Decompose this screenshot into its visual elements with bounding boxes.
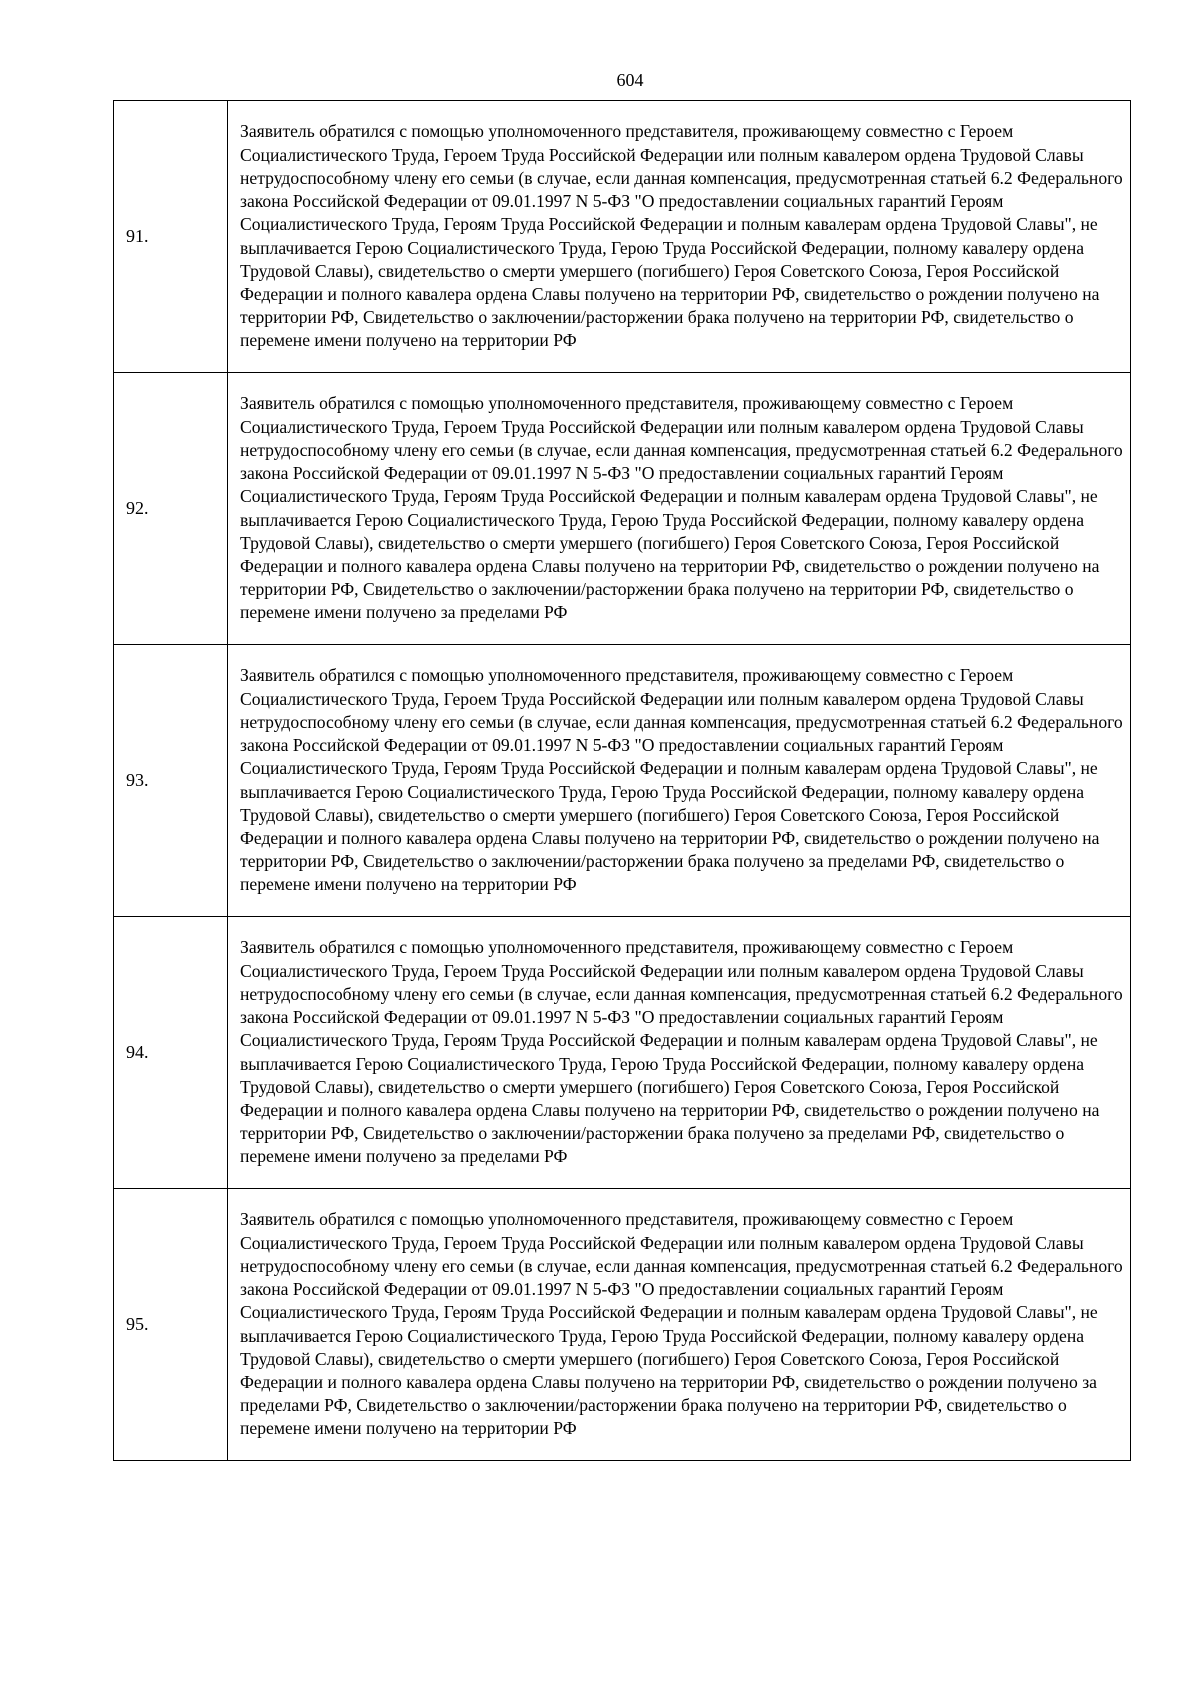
row-text: Заявитель обратился с помощью уполномоченного представителя, проживающему совместно с Героем Социалистического Труда, Героем Труда Российской Федерации или полным кавалером ордена Трудовой Славы нетрудоспособному члену его семьи (в случае, если данная компенсация, предусмотренная статьей 6.2 Федерального закона Российской Федерации от 09.01.1997 N 5-ФЗ "О предоставлении социальных гарантий Героям Социалистического Труда, Героям Труда Российской Федерации и полным кавалерам ордена Трудовой Славы", не выплачивается Герою Социалистического Труда, Герою Труда Российской Федерации, полному кавалеру ордена Трудовой Славы), свидетельство о смерти умершего (погибшего) Героя Советского Союза, Героя Российской Федерации и полного кавалера ордена Славы получено на территории РФ, свидетельство о рождении получено на территории РФ, Свидетельство о заключении/расторжении брака получено на территории РФ, свидетельство о перемене имени получено за пределами РФ [228,373,1131,645]
table-row [114,101,1131,373]
row-number: 92. [114,373,228,645]
row-text: Заявитель обратился с помощью уполномоченного представителя, проживающему совместно с Героем Социалистического Труда, Героем Труда Российской Федерации или полным кавалером ордена Трудовой Славы нетрудоспособному члену его семьи (в случае, если данная компенсация, предусмотренная статьей 6.2 Федерального закона Российской Федерации от 09.01.1997 N 5-ФЗ "О предоставлении социальных гарантий Героям Социалистического Труда, Героям Труда Российской Федерации и полным кавалерам ордена Трудовой Славы", не выплачивается Герою Социалистического Труда, Герою Труда Российской Федерации, полному кавалеру ордена Трудовой Славы), свидетельство о смерти умершего (погибшего) Героя Советского Союза, Героя Российской Федерации и полного кавалера ордена Славы получено на территории РФ, свидетельство о рождении получено на территории РФ, Свидетельство о заключении/расторжении брака получено за пределами РФ, свидетельство о перемене имени получено на территории РФ [228,645,1131,917]
row-number: 91. [114,101,228,373]
table-row [114,917,1131,1189]
page-number: 604 [616,70,644,90]
row-text: Заявитель обратился с помощью уполномоченного представителя, проживающему совместно с Героем Социалистического Труда, Героем Труда Российской Федерации или полным кавалером ордена Трудовой Славы нетрудоспособному члену его семьи (в случае, если данная компенсация, предусмотренная статьей 6.2 Федерального закона Российской Федерации от 09.01.1997 N 5-ФЗ "О предоставлении социальных гарантий Героям Социалистического Труда, Героям Труда Российской Федерации и полным кавалерам ордена Трудовой Славы", не выплачивается Герою Социалистического Труда, Герою Труда Российской Федерации, полному кавалеру ордена Трудовой Славы), свидетельство о смерти умершего (погибшего) Героя Советского Союза, Героя Российской Федерации и полного кавалера ордена Славы получено на территории РФ, свидетельство о рождении получено на территории РФ, Свидетельство о заключении/расторжении брака получено на территории РФ, свидетельство о перемене имени получено на территории РФ [228,101,1131,373]
row-text: Заявитель обратился с помощью уполномоченного представителя, проживающему совместно с Героем Социалистического Труда, Героем Труда Российской Федерации или полным кавалером ордена Трудовой Славы нетрудоспособному члену его семьи (в случае, если данная компенсация, предусмотренная статьей 6.2 Федерального закона Российской Федерации от 09.01.1997 N 5-ФЗ "О предоставлении социальных гарантий Героям Социалистического Труда, Героям Труда Российской Федерации и полным кавалерам ордена Трудовой Славы", не выплачивается Герою Социалистического Труда, Герою Труда Российской Федерации, полному кавалеру ордена Трудовой Славы), свидетельство о смерти умершего (погибшего) Героя Советского Союза, Героя Российской Федерации и полного кавалера ордена Славы получено на территории РФ, свидетельство о рождении получено за пределами РФ, Свидетельство о заключении/расторжении брака получено на территории РФ, свидетельство о перемене имени получено на территории РФ [228,1189,1131,1461]
row-number: 93. [114,645,228,917]
table-row [114,1189,1131,1461]
row-text: Заявитель обратился с помощью уполномоченного представителя, проживающему совместно с Героем Социалистического Труда, Героем Труда Российской Федерации или полным кавалером ордена Трудовой Славы нетрудоспособному члену его семьи (в случае, если данная компенсация, предусмотренная статьей 6.2 Федерального закона Российской Федерации от 09.01.1997 N 5-ФЗ "О предоставлении социальных гарантий Героям Социалистического Труда, Героям Труда Российской Федерации и полным кавалерам ордена Трудовой Славы", не выплачивается Герою Социалистического Труда, Герою Труда Российской Федерации, полному кавалеру ордена Трудовой Славы), свидетельство о смерти умершего (погибшего) Героя Советского Союза, Героя Российской Федерации и полного кавалера ордена Славы получено на территории РФ, свидетельство о рождении получено на территории РФ, Свидетельство о заключении/расторжении брака получено за пределами РФ, свидетельство о перемене имени получено за пределами РФ [228,917,1131,1189]
row-number: 94. [114,917,228,1189]
row-number: 95. [114,1189,228,1461]
table-row [114,645,1131,917]
table-row [114,373,1131,645]
document-table [113,100,1131,1461]
